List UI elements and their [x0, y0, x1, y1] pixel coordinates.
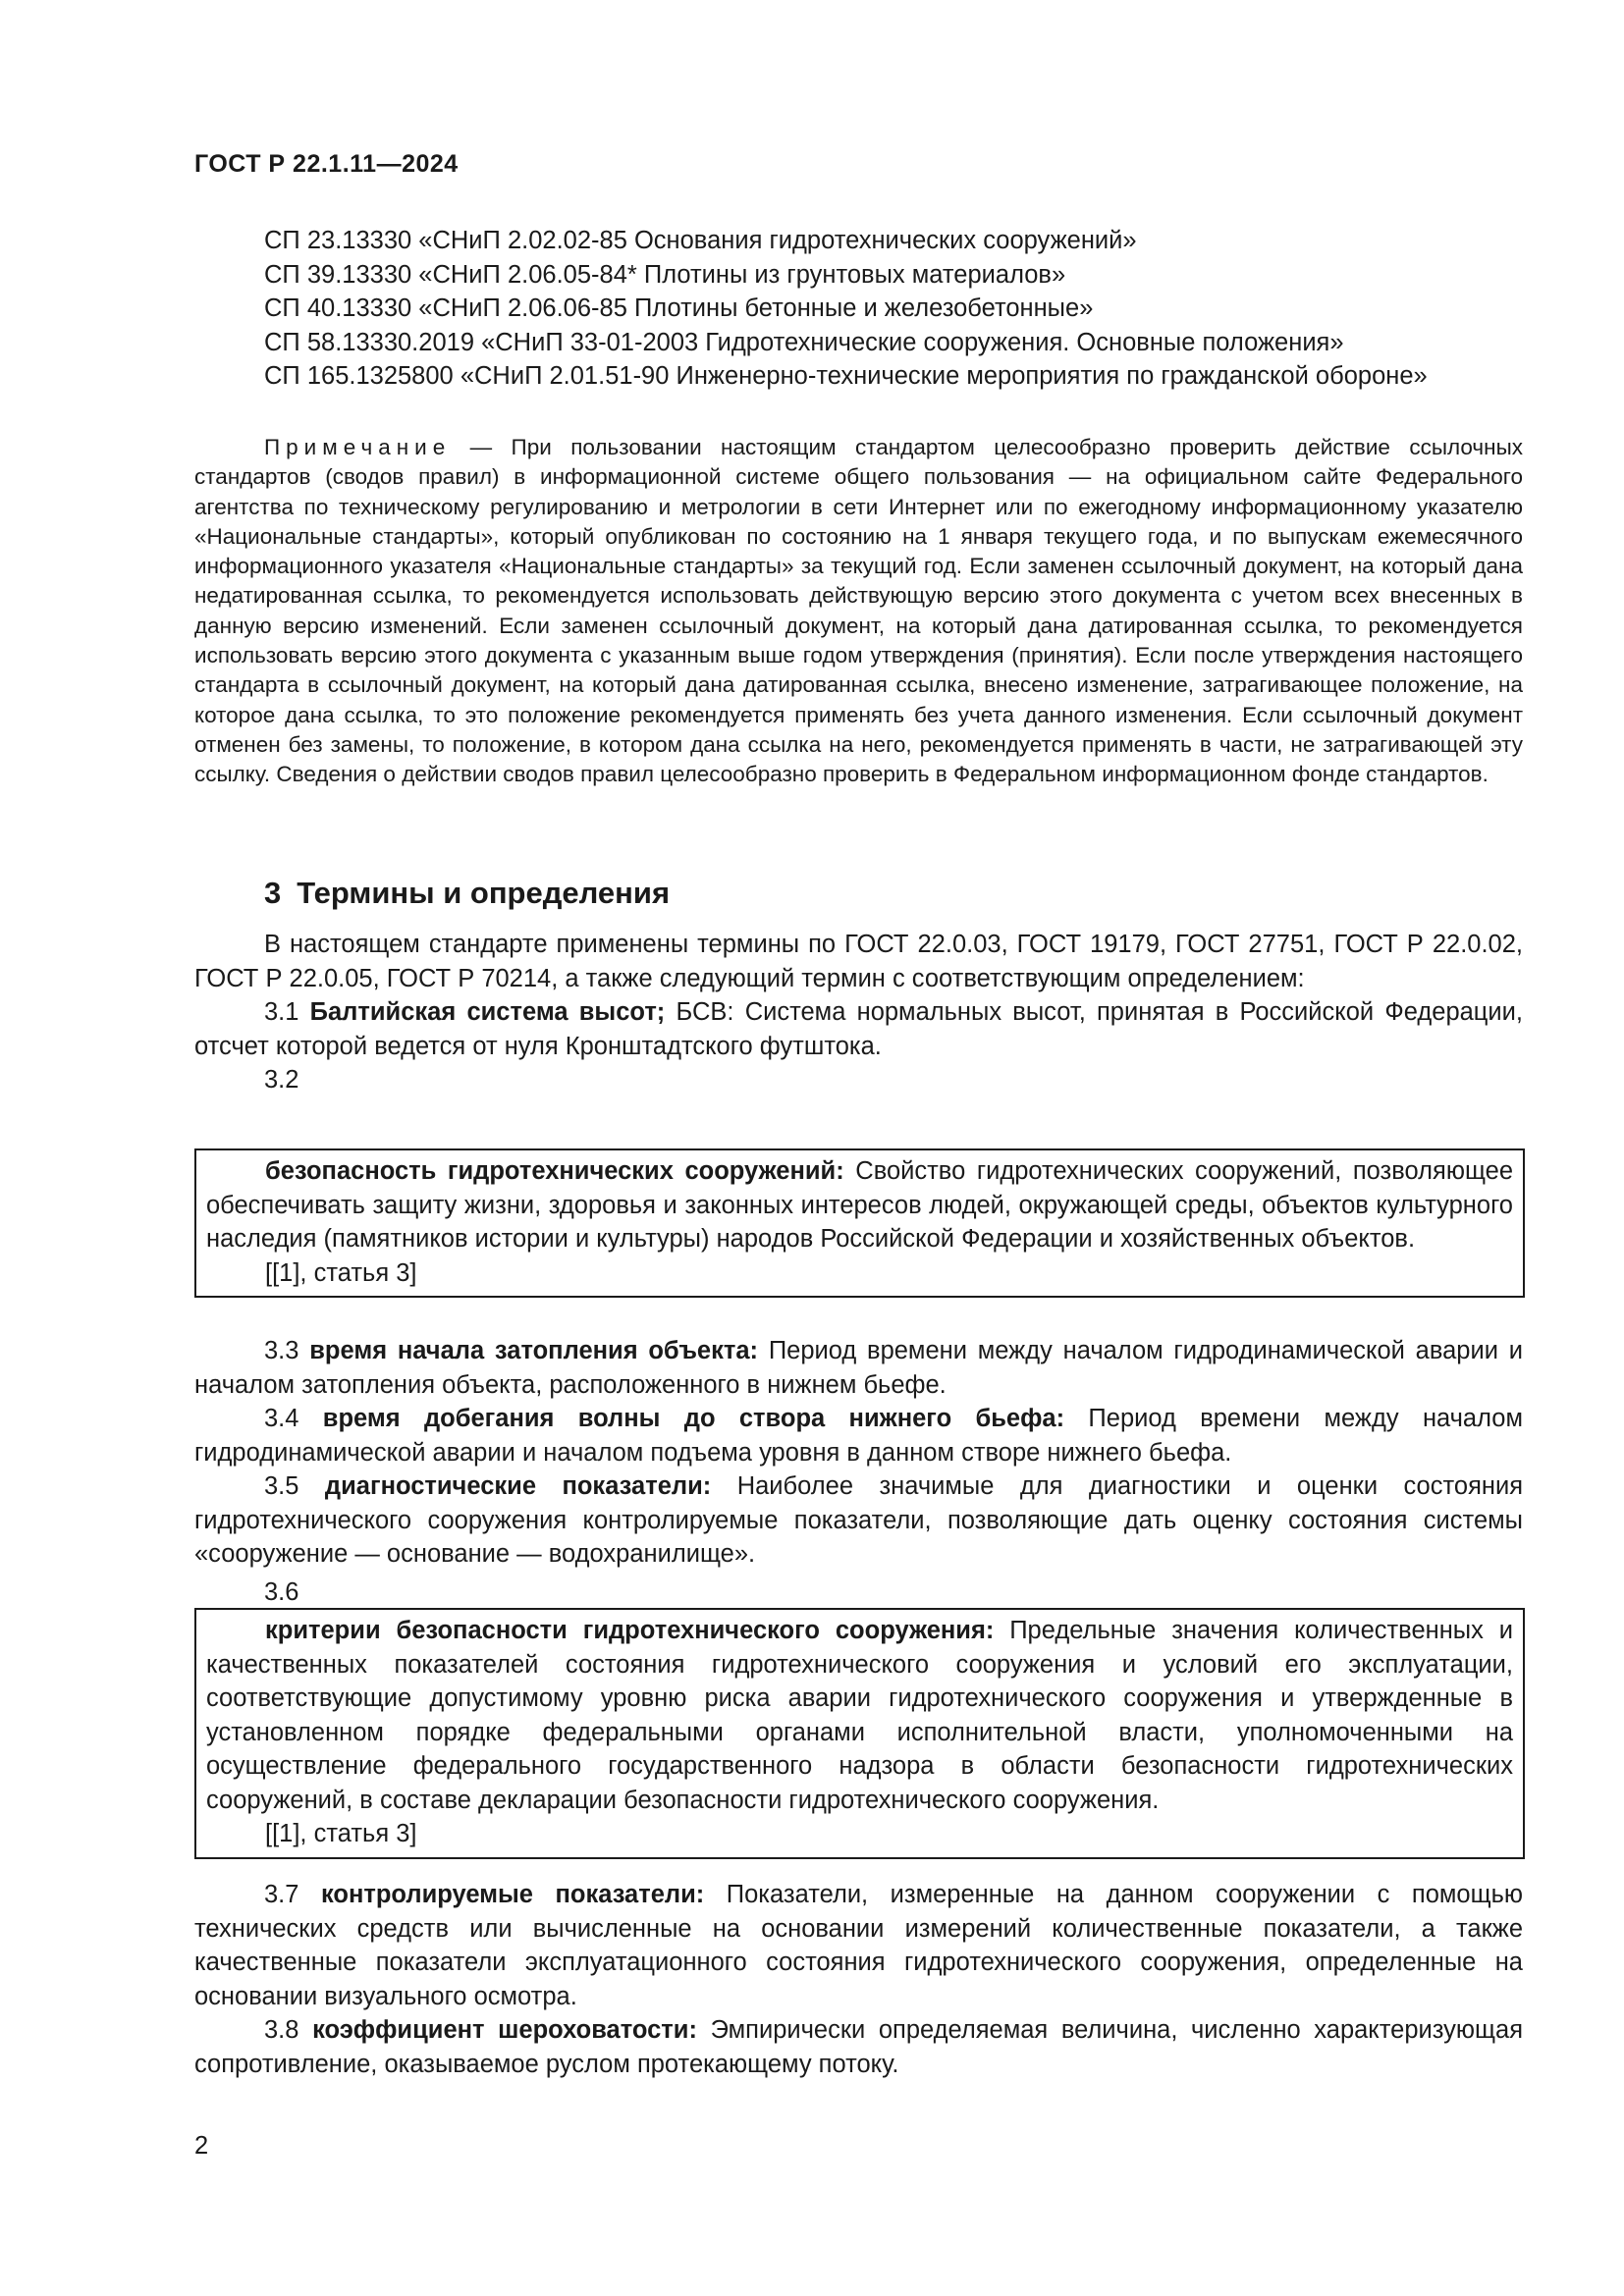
term-definition: Предельные значения количественных и качественных показателей состояния гидротехнического сооружения и условий его эксплуатации, соответствующие допустимому уровню риска аварии гидротехнического сооружения и утвержденные в установленном порядке федеральными органами исполнительной власти, уполномоченными на осуществление федерального государственного надзора в области безопасности гидротехнических сооружений, в составе декларации безопасности гидротехнического сооружения. — [206, 1617, 1514, 1814]
reference-item: СП 58.13330.2019 «СНиП 33-01-2003 Гидротехнические сооружения. Основные положения» — [264, 328, 1344, 356]
term-3-4 — [194, 1402, 1523, 1469]
term-3-5 — [194, 1469, 1523, 1572]
term-name: безопасность гидротехнических сооружений: — [265, 1157, 844, 1185]
term-3-6 — [206, 1614, 1513, 1817]
section-heading — [264, 876, 670, 911]
reference-item: СП 40.13330 «СНиП 2.06.06-85 Плотины бетонные и железобетонные» — [264, 294, 1094, 322]
term-number: 3.4 — [264, 1405, 299, 1432]
term-number: 3.1 — [264, 998, 299, 1026]
term-number-3-2: 3.2 — [264, 1066, 299, 1094]
term-3-8 — [194, 2013, 1523, 2081]
definition-source: [[1], статья 3] — [265, 1258, 417, 1287]
note-paragraph — [194, 433, 1523, 790]
term-number: 3.8 — [264, 2016, 299, 2044]
section-intro: В настоящем стандарте применены термины по ГОСТ 22.0.03, ГОСТ 19179, ГОСТ 27751, ГОСТ Р 22.0.02, ГОСТ Р 22.0.05, ГОСТ Р 70214, а также следующий термин с соответствующим определением: — [194, 931, 1523, 992]
term-3-3 — [194, 1334, 1523, 1402]
reference-item: СП 39.13330 «СНиП 2.06.05-84* Плотины из грунтовых материалов» — [264, 260, 1066, 289]
term-name: время добегания волны до створа нижнего бьефа: — [322, 1405, 1065, 1432]
term-number: 3.3 — [264, 1337, 299, 1364]
term-definition: Эмпирически определяемая величина, численно характеризующая сопротивление, оказываемое руслом протекающему потоку. — [194, 2016, 1524, 2078]
term-number-3-6: 3.6 — [264, 1578, 299, 1606]
quoted-definition-box — [194, 1148, 1525, 1298]
note-label: Примечание — [264, 435, 452, 459]
terms-block-3 — [194, 1575, 1523, 1610]
term-number: 3.7 — [264, 1881, 299, 1908]
term-name: коэффициент шероховатости: — [312, 2016, 697, 2044]
terms-block-2 — [194, 1334, 1523, 1572]
terms-block-4 — [194, 1878, 1523, 2081]
definition-source: [[1], статья 3] — [265, 1820, 417, 1847]
section-title: Термины и определения — [297, 876, 671, 910]
term-definition: Показатели, измеренные на данном сооружении с помощью технических средств или вычисленные на основании измерений количественные показатели, а также качественные показатели эксплуатационного состояния гидротехнического сооружения, определенные на основании визуального осмотра. — [194, 1881, 1523, 2010]
term-definition: Период времени между началом гидродинамической аварии и началом подъема уровня в данном створе нижнего бьефа. — [194, 1405, 1523, 1467]
section-number: 3 — [264, 876, 282, 910]
term-name: критерии безопасности гидротехнического сооружения: — [265, 1617, 995, 1644]
term-definition: Свойство гидротехнических сооружений, позволяющее обеспечивать защиту жизни, здоровья и законных интересов людей, окружающей среды, объектов культурного наследия (памятников истории и культуры) народов Российской Федерации и хозяйственных объектов. — [206, 1157, 1513, 1253]
term-definition: БСВ: Система нормальных высот, принятая в Российской Федерации, отсчет которой ведется от нуля Кронштадтского футштока. — [194, 998, 1523, 1060]
term-definition: Наиболее значимые для диагностики и оценки состояния гидротехнического сооружения контролируемые показатели, позволяющие дать оценку состояния системы «сооружение — основание — водохранилище». — [194, 1472, 1524, 1568]
reference-item: СП 165.1325800 «СНиП 2.01.51-90 Инженерно-технические мероприятия по гражданской обороне» — [264, 362, 1428, 390]
page-number: 2 — [194, 2132, 209, 2160]
document-header: ГОСТ Р 22.1.11—2024 — [194, 150, 459, 178]
note-text: — При пользовании настоящим стандартом целесообразно проверить действие ссылочных стандартов (сводов правил) в информационной системе общего пользования — на официальном сайте Федерального агентства по техническому регулированию и метрологии в сети Интернет или по ежегодному информационному указателю «Национальные стандарты», который опубликован по состоянию на 1 января текущего года, и по выпускам ежемесячного информационного указателя «Национальные стандарты» за текущий год. Если заменен ссылочный документ, на который дана недатированная ссылка, то рекомендуется использовать действующую версию этого документа с учетом всех внесенных в данную версию изменений. Если заменен ссылочный документ, на который дана датированная ссылка, то рекомендуется использовать версию этого документа с указанным выше годом утверждения (принятия). Если после утверждения настоящего стандарта в ссылочный документ, на который дана датированная ссылка, внесено изменение, затрагивающее положение, на которое дана ссылка, то это положение рекомендуется применять без учета данного изменения. Если ссылочный документ отменен без замены, то положение, в котором дана ссылка на него, рекомендуется применять в части, не затрагивающей эту ссылку. Сведения о действии сводов правил целесообразно проверить в Федеральном информационном фонде стандартов. — [194, 435, 1523, 787]
reference-item: СП 23.13330 «СНиП 2.02.02-85 Основания гидротехнических сооружений» — [264, 227, 1137, 254]
term-name: диагностические показатели: — [324, 1472, 712, 1500]
normative-references-list — [194, 224, 1523, 394]
terms-block-1 — [194, 928, 1523, 1097]
term-3-7 — [194, 1878, 1523, 2013]
term-name: контролируемые показатели: — [320, 1881, 705, 1908]
term-name: время начала затопления объекта: — [309, 1337, 759, 1364]
term-definition: Период времени между началом гидродинамической аварии и началом затопления объекта, расположенного в нижнем бьефе. — [194, 1337, 1523, 1399]
quoted-definition-box — [194, 1608, 1525, 1859]
term-3-2 — [206, 1154, 1513, 1256]
term-number: 3.5 — [264, 1472, 299, 1500]
term-3-1 — [194, 995, 1523, 1063]
term-name: Балтийская система высот; — [309, 998, 666, 1026]
